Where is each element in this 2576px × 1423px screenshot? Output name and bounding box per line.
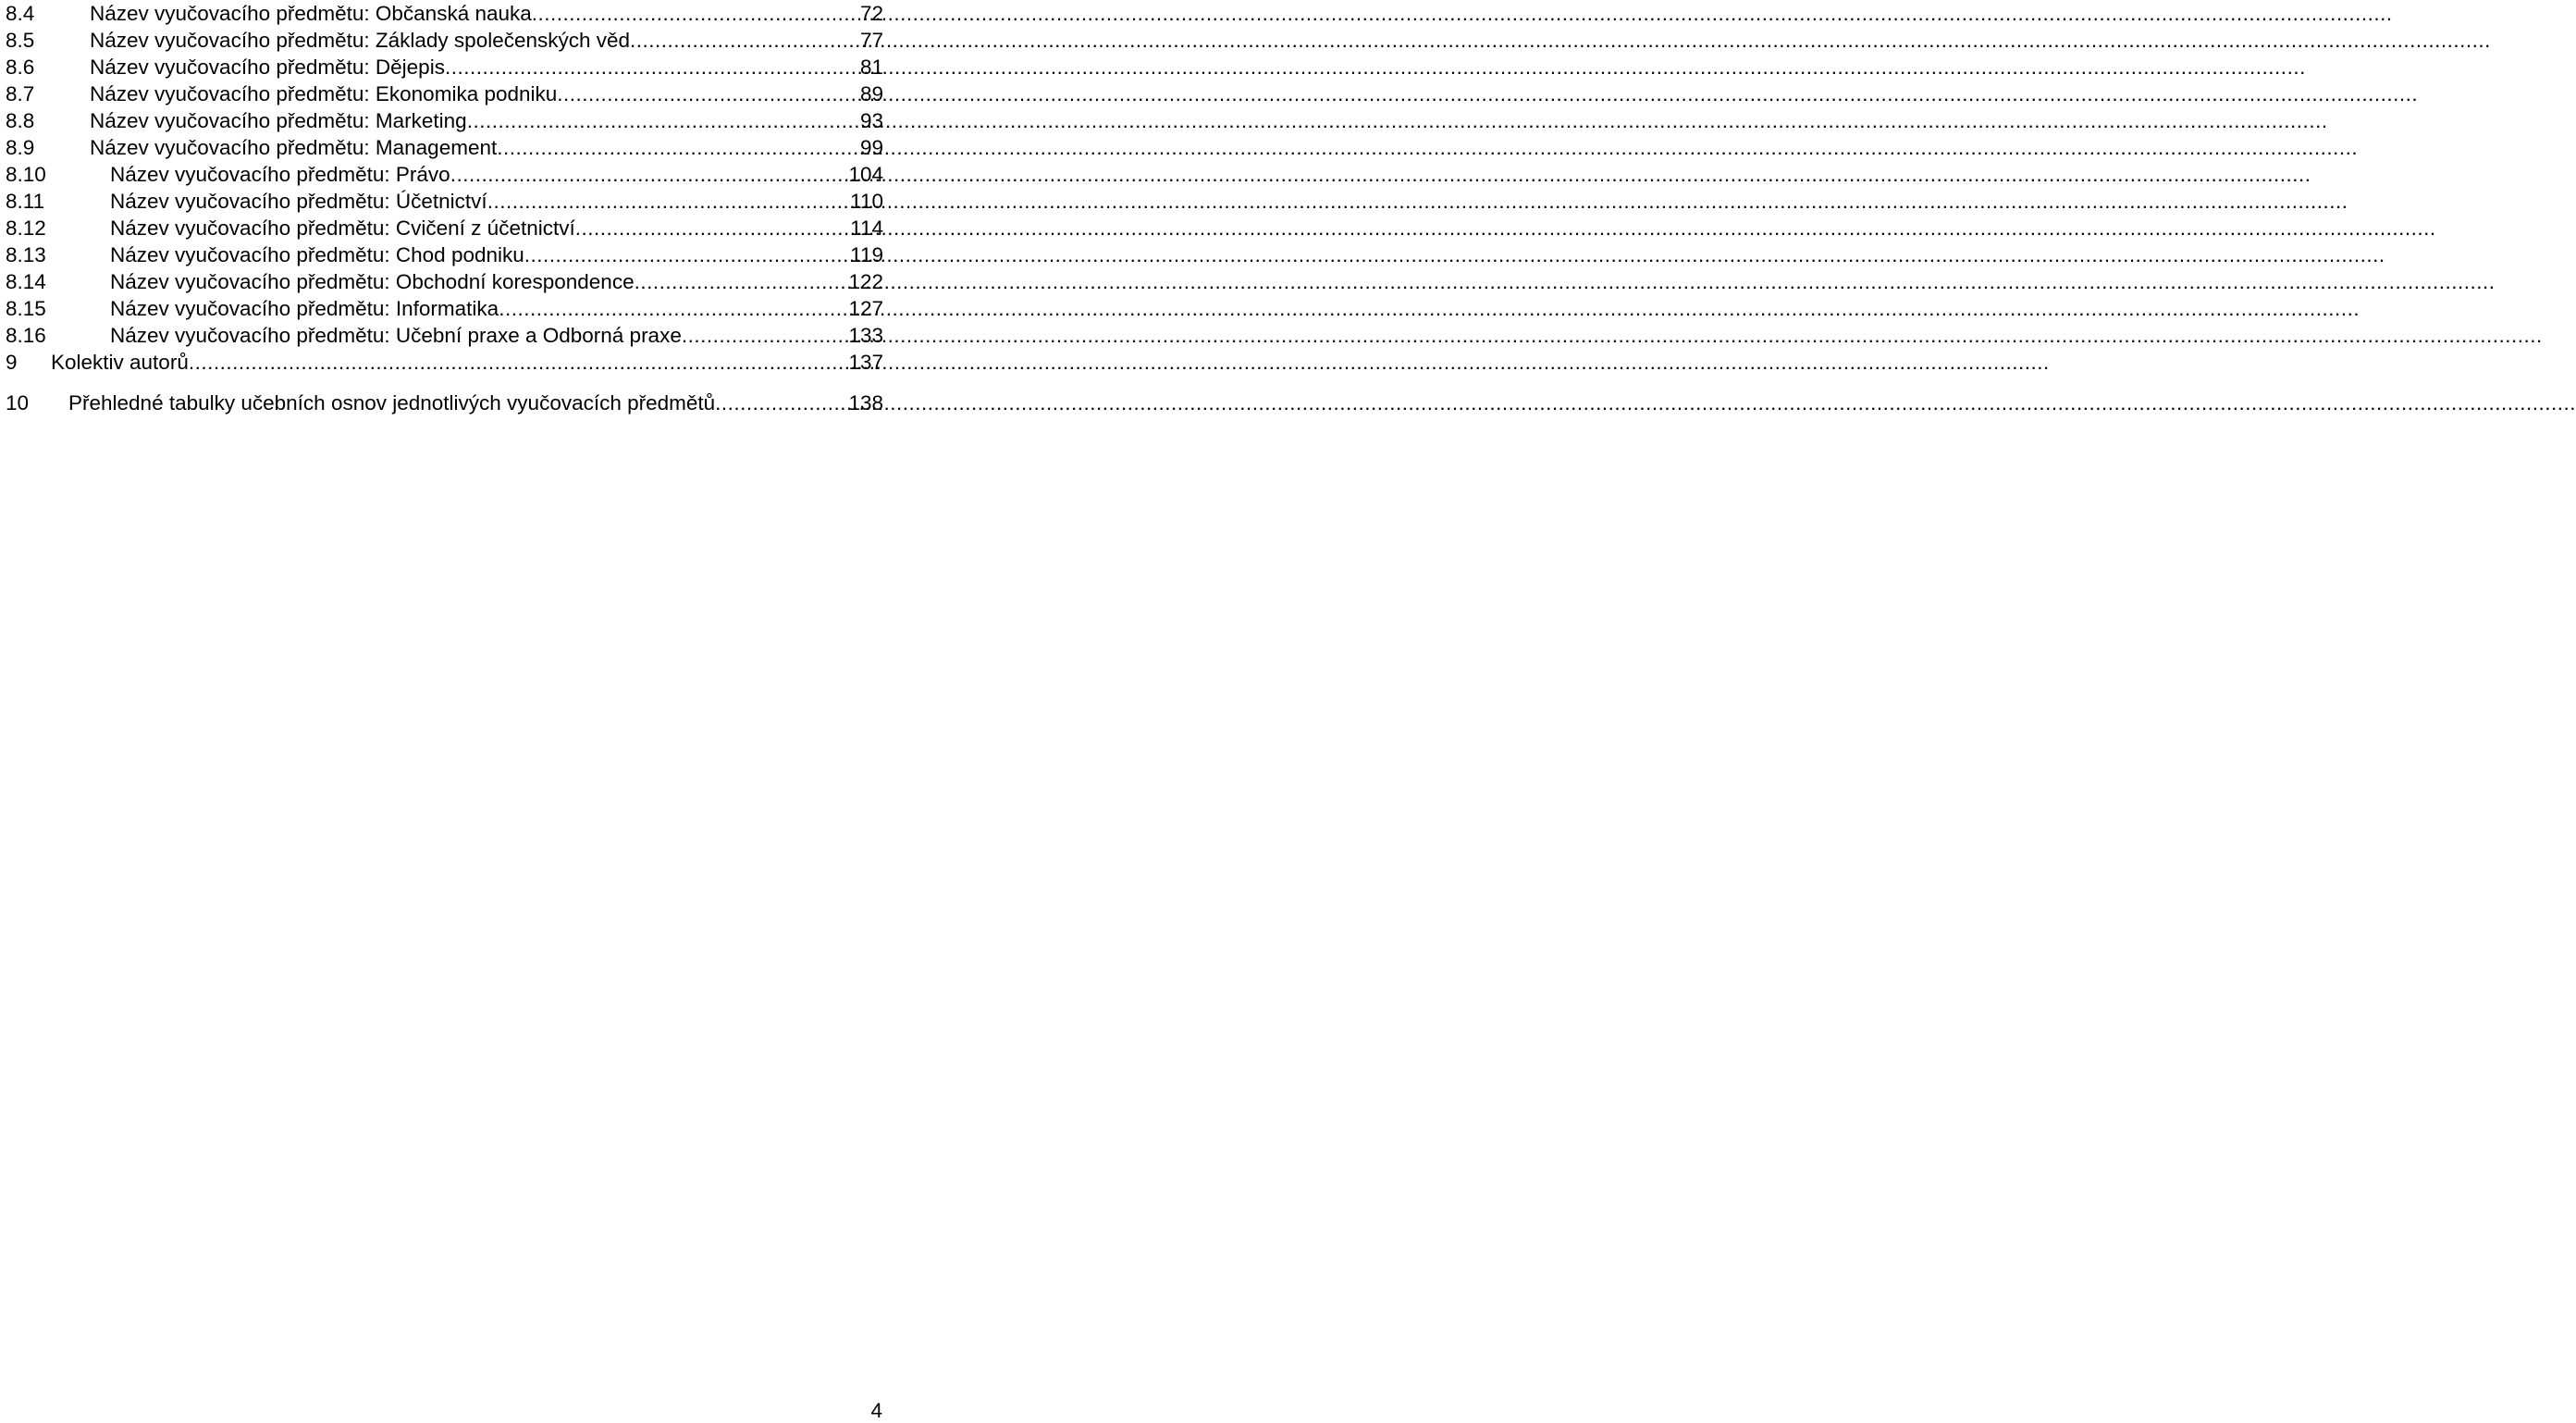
- toc-leader-dots: [557, 80, 857, 107]
- toc-entry[interactable]: [6, 134, 883, 161]
- toc-entry-page: 104: [848, 163, 883, 186]
- toc-entry-title: Kolektiv autorů: [51, 351, 189, 374]
- toc-entry-page: 137: [848, 351, 883, 374]
- toc-entry-title: Název vyučovacího předmětu: Učební praxe a Odborná praxe: [110, 324, 682, 347]
- toc-entry-page: 133: [848, 324, 883, 347]
- toc-entry-number: 8.14: [6, 270, 46, 293]
- toc-entry-page: 138: [848, 391, 883, 415]
- toc-leader-dots: [524, 241, 846, 268]
- toc-entry-number: 8.9: [6, 136, 35, 159]
- toc-entry[interactable]: [6, 54, 883, 80]
- toc-entry[interactable]: [6, 0, 883, 27]
- toc-entry[interactable]: [6, 349, 883, 376]
- toc-entry-page: 89: [859, 82, 883, 105]
- toc-leader-dots: [467, 107, 857, 134]
- toc-entry-number: 8.13: [6, 243, 46, 266]
- toc-entry-page: 77: [859, 29, 883, 52]
- toc-entry-title: Název vyučovacího předmětu: Chod podniku: [110, 243, 524, 266]
- toc-entry-number: 8.11: [6, 190, 45, 213]
- toc-leader-dots: [630, 27, 857, 54]
- toc-entry-title: Název vyučovacího předmětu: Management: [90, 136, 498, 159]
- toc-entry-number: 9: [6, 351, 18, 374]
- toc-leader-dots: [635, 268, 845, 295]
- toc-entry-page: 81: [859, 56, 883, 79]
- toc-entry-number: 8.8: [6, 109, 35, 132]
- toc-entry[interactable]: [6, 107, 883, 134]
- toc-entry-page: 122: [848, 270, 883, 293]
- toc-leader-dots: [715, 390, 844, 416]
- toc-entry-page: 72: [859, 2, 883, 25]
- toc-entry-title: Název vyučovacího předmětu: Ekonomika podniku: [90, 82, 558, 105]
- toc-entry[interactable]: [6, 241, 883, 268]
- toc-entry[interactable]: [6, 295, 883, 322]
- toc-entry-number: 8.12: [6, 217, 46, 240]
- toc-entry-page: 93: [859, 109, 883, 132]
- toc-entry-title: Název vyučovacího předmětu: Dějepis: [90, 56, 445, 79]
- toc-entry-number: 8.6: [6, 56, 35, 79]
- toc-entry-title: Přehledné tabulky učebních osnov jednotlivých vyučovacích předmětů: [68, 391, 716, 415]
- toc-leader-dots: [450, 161, 845, 188]
- toc-entry[interactable]: [6, 188, 883, 215]
- toc-entry-page: 114: [850, 217, 883, 240]
- toc-entry[interactable]: [6, 27, 883, 54]
- toc-entry-title: Název vyučovacího předmětu: Účetnictví: [110, 190, 487, 213]
- toc-entry-page: 127: [848, 297, 883, 320]
- toc-entry-page: 110: [850, 190, 883, 213]
- toc-entry-title: Název vyučovacího předmětu: Marketing: [90, 109, 467, 132]
- toc-leader-dots: [499, 295, 844, 322]
- toc-entry-title: Název vyučovacího předmětu: Obchodní korespondence: [110, 270, 635, 293]
- toc-entry-number: 10: [6, 391, 30, 415]
- toc-entry-page: 99: [859, 136, 883, 159]
- toc-leader-dots: [532, 0, 857, 27]
- page-number: 4: [870, 1399, 882, 1422]
- toc-entry-number: 8.16: [6, 324, 46, 347]
- toc-entry-number: 8.4: [6, 2, 35, 25]
- toc-entry[interactable]: [6, 322, 883, 349]
- toc-entry-title: Název vyučovacího předmětu: Právo: [110, 163, 450, 186]
- toc-entry-number: 8.15: [6, 297, 46, 320]
- toc-entry-number: 8.5: [6, 29, 35, 52]
- toc-entry[interactable]: [6, 80, 883, 107]
- toc-entry-number: 8.10: [6, 163, 46, 186]
- toc-entry-title: Název vyučovacího předmětu: Základy společenských věd: [90, 29, 631, 52]
- toc-leader-dots: [189, 349, 845, 376]
- toc-leader-dots: [487, 188, 846, 215]
- toc-entry-title: Název vyučovacího předmětu: Informatika: [110, 297, 499, 320]
- toc-leader-dots: [682, 322, 845, 349]
- toc-entry[interactable]: [6, 390, 883, 416]
- table-of-contents: [6, 0, 883, 416]
- toc-entry[interactable]: [6, 161, 883, 188]
- toc-leader-dots: [497, 134, 857, 161]
- toc-entry[interactable]: [6, 268, 883, 295]
- toc-leader-dots: [575, 215, 846, 241]
- toc-entry-page: 119: [850, 243, 883, 266]
- toc-entry-number: 8.7: [6, 82, 35, 105]
- toc-leader-dots: [445, 54, 857, 80]
- toc-entry-title: Název vyučovacího předmětu: Cvičení z účetnictví: [110, 217, 575, 240]
- toc-entry[interactable]: [6, 215, 883, 241]
- toc-entry-title: Název vyučovacího předmětu: Občanská nauka: [90, 2, 532, 25]
